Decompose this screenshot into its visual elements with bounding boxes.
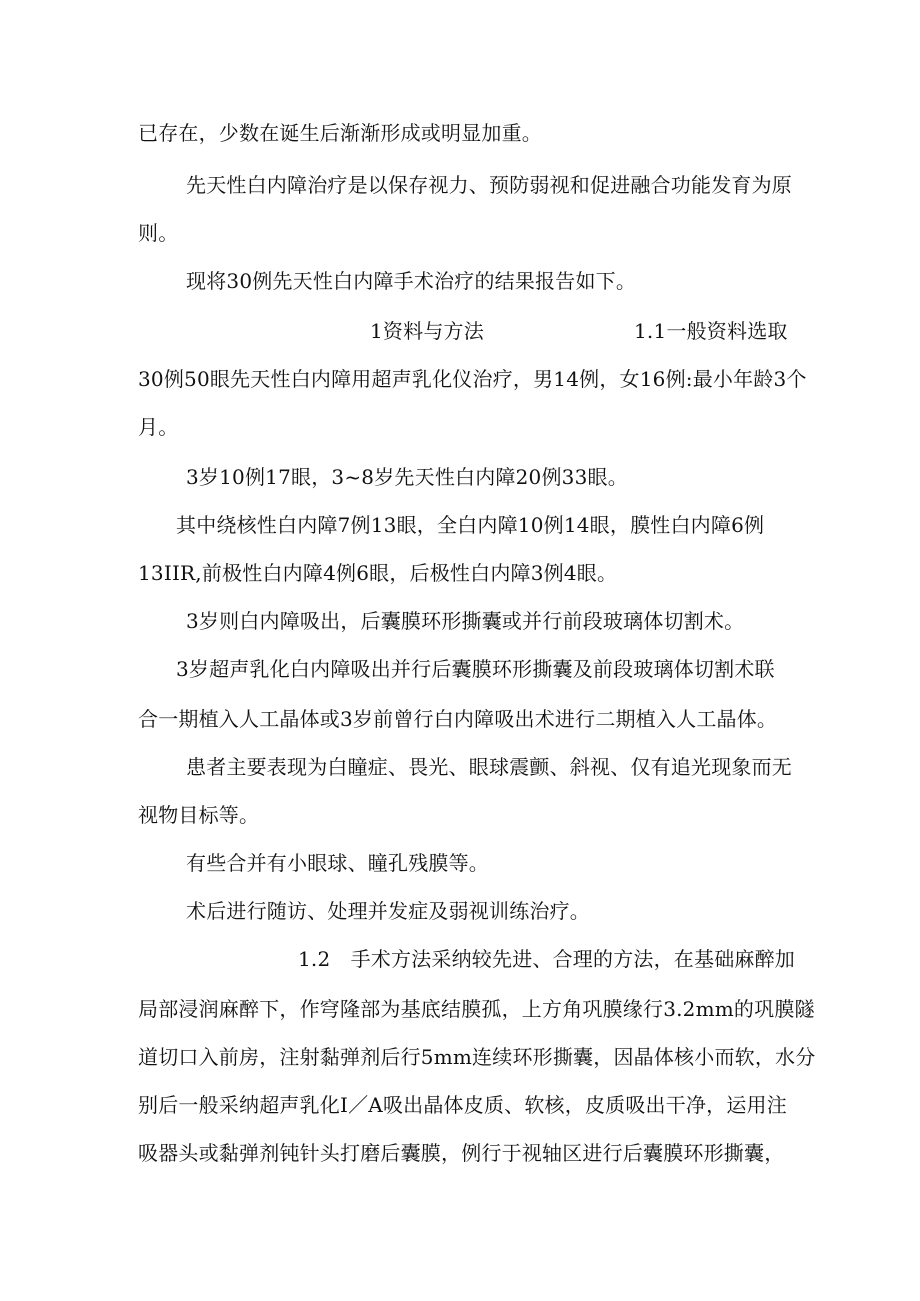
text-line-14: 合一期植入人工晶体或3岁前曾行白内障吸出术进行二期植入人工晶体。 <box>138 707 778 731</box>
text-line-8: 月。 <box>138 415 179 439</box>
text-line-21: 道切口入前房，注射黏弹剂后行5mm连续环形撕囊，因晶体核小而软，水分 <box>138 1045 816 1069</box>
text-line-16: 视物目标等。 <box>138 803 260 827</box>
text-line-19: 1.2 手术方法采纳较先进、合理的方法，在基础麻醉加 <box>298 947 796 971</box>
text-line-17: 有些合并有小眼球、瞳孔残膜等。 <box>186 851 489 875</box>
text-line-12: 3岁则白内障吸出，后囊膜环形撕囊或并行前段玻璃体切割术。 <box>186 609 745 633</box>
text-line-15: 患者主要表现为白瞳症、畏光、眼球震颤、斜视、仅有追光现象而无 <box>186 755 792 779</box>
text-line-13: 3岁超声乳化白内障吸出并行后囊膜环形撕囊及前段玻璃体切割术联 <box>176 657 775 681</box>
text-line-20: 局部浸润麻醉下，作穹隆部为基底结膜孤，上方角巩膜缘行3.2mm的巩膜隧 <box>138 997 815 1021</box>
text-line-3: 则。 <box>138 221 179 245</box>
text-line-7: 30例50眼先天性白内障用超声乳化仪治疗，男14例，女16例:最小年龄3个 <box>138 367 807 391</box>
text-line-2: 先天性白内障治疗是以保存视力、预防弱视和促进融合功能发育为原 <box>186 173 792 197</box>
text-line-23: 吸器头或黏弹剂钝针头打磨后囊膜，例行于视轴区进行后囊膜环形撕囊， <box>138 1141 785 1165</box>
text-line-22: 别后一般采纳超声乳化I／A吸出晶体皮质、软核，皮质吸出干净，运用注 <box>138 1093 787 1117</box>
text-line-10: 其中绕核性白内障7例13眼，全白内障10例14眼，膜性白内障6例 <box>176 513 765 537</box>
text-line-9: 3岁10例17眼，3~8岁先天性白内障20例33眼。 <box>186 465 628 489</box>
text-line-18: 术后进行随访、处理并发症及弱视训练治疗。 <box>186 899 590 923</box>
text-line-11: 13IIR,前极性白内障4例6眼，后极性白内障3例4眼。 <box>138 561 618 585</box>
section-heading: 1资料与方法 <box>370 319 484 343</box>
text-line-1: 已存在，少数在诞生后渐渐形成或明显加重。 <box>138 121 542 145</box>
subsection-heading: 1.1一般资料选取 <box>634 319 788 343</box>
text-line-4: 现将30例先天性白内障手术治疗的结果报告如下。 <box>186 269 637 293</box>
